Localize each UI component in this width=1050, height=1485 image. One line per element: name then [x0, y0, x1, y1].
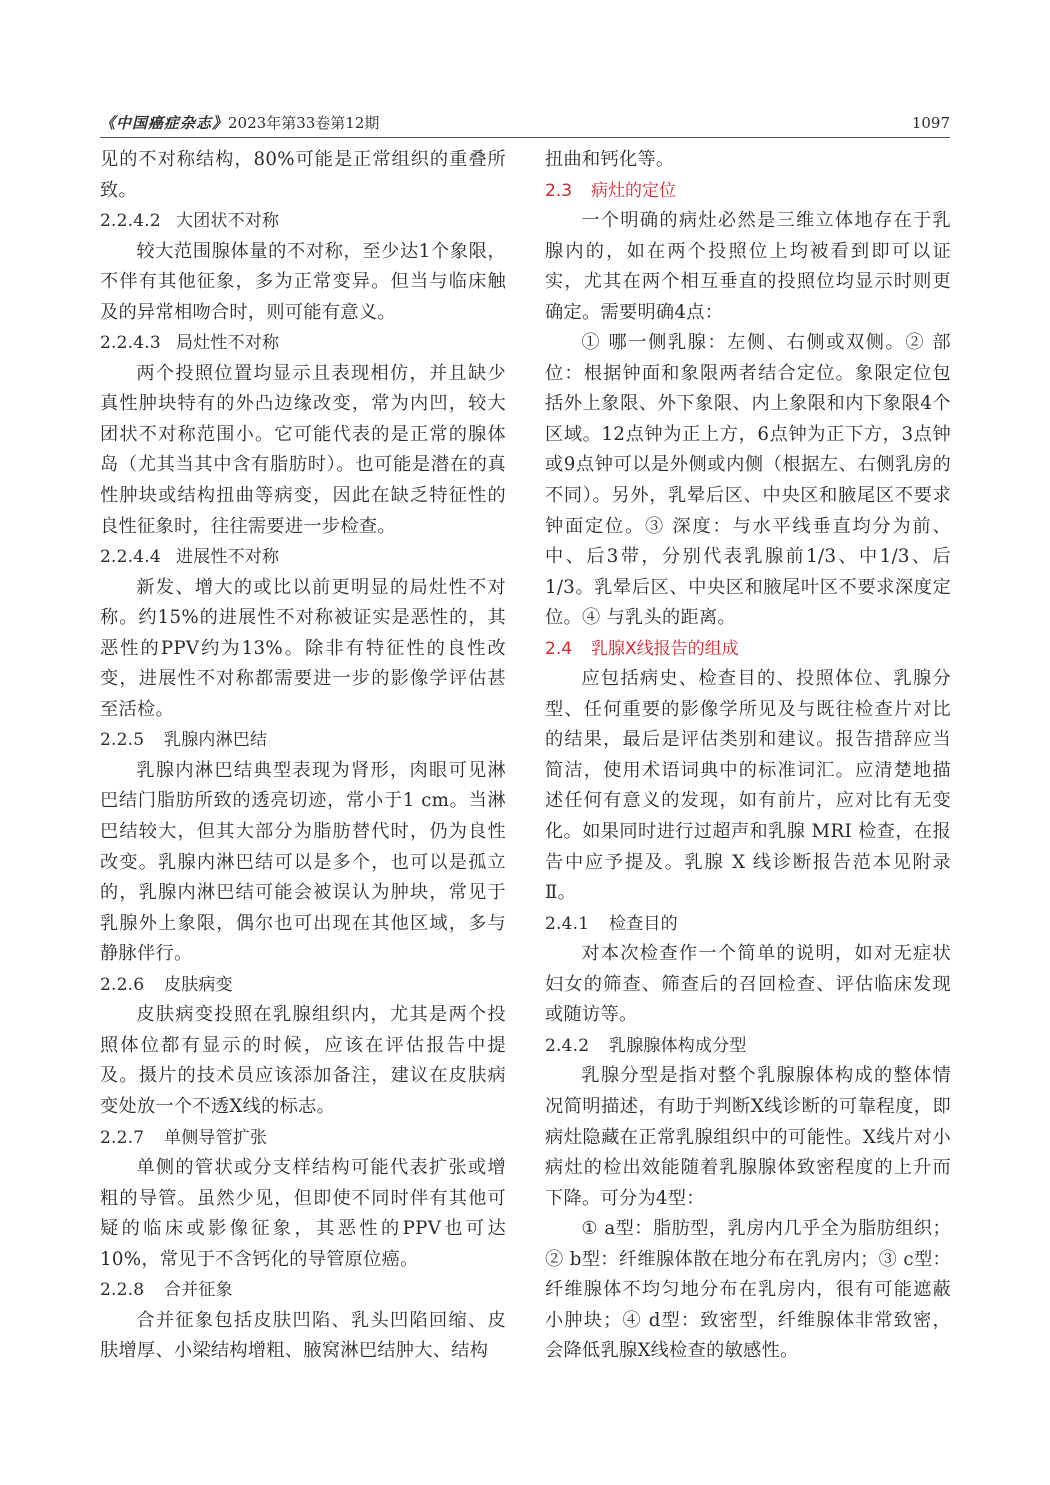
section-heading-2-2-8 — [100, 1275, 506, 1306]
left-column — [100, 145, 506, 1367]
section-heading-2-2-5 — [100, 725, 506, 756]
section-number: 2.2.6 — [100, 974, 145, 995]
paragraph: 一个明确的病灶必然是三维立体地存在于乳腺内的，如在两个投照位上均被看到即可以证实，尤其在两个相互垂直的投照位均显示时则更确定。需要明确4点： — [545, 210, 951, 323]
paragraph: ① a型：脂肪型，乳房内几乎全为脂肪组织；② b型：纤维腺体散在地分布在乳房内；③ c型：纤维腺体不均匀地分布在乳房内，很有可能遮蔽小肿块；④ d型：致密型，纤维腺体非常致密，会降低乳腺X线检查的敏感性。 — [545, 1218, 951, 1362]
section-number: 2.2.7 — [100, 1127, 145, 1148]
section-heading-2-2-4-3 — [100, 328, 506, 359]
section-heading-2-4-2 — [545, 1031, 951, 1062]
page-number: 1097 — [911, 114, 950, 132]
paragraph: 合并征象包括皮肤凹陷、乳头凹陷回缩、皮肤增厚、小梁结构增粗、腋窝淋巴结肿大、结构 — [100, 1309, 506, 1362]
section-heading-2-4 — [545, 634, 951, 665]
section-title: 大团状不对称 — [176, 211, 280, 232]
section-title: 乳腺腺体构成分型 — [609, 1035, 747, 1056]
paragraph: 对本次检查作一个简单的说明，如对无症状妇女的筛查、筛查后的召回检查、评估临床发现或随访等。 — [545, 943, 951, 1026]
section-heading-2-2-4-2 — [100, 206, 506, 237]
section-number: 2.4 — [545, 638, 573, 659]
paragraph: 新发、增大的或比以前更明显的局灶性不对称。约15%的进展性不对称被证实是恶性的，其恶性的PPV约为13%。除非有特征性的良性改变，进展性不对称都需要进一步的影像学评估甚至活检。 — [100, 576, 506, 720]
section-number: 2.2.4.3 — [100, 333, 161, 354]
section-title: 进展性不对称 — [176, 547, 280, 568]
paragraph: 应包括病史、检查目的、投照体位、乳腺分型、任何重要的影像学所见及与既往检查片对比的结果，最后是评估类别和建议。报告措辞应当简洁，使用术语词典中的标准词汇。应清楚地描述任何有意义的发现，如有前片，应对比有无变化。如果同时进行过超声和乳腺 MRI 检查，在报告中应予提及。乳腺 X 线诊断报告范本见附录Ⅱ。 — [545, 668, 951, 904]
right-column — [545, 145, 951, 1367]
section-heading-2-2-7 — [100, 1123, 506, 1154]
section-title: 单侧导管扩张 — [164, 1127, 268, 1148]
section-number: 2.2.4.4 — [100, 547, 161, 568]
section-number: 2.2.4.2 — [100, 211, 161, 232]
paragraph: 见的不对称结构，80%可能是正常组织的重叠所致。 — [100, 149, 506, 201]
section-number: 2.2.8 — [100, 1280, 145, 1301]
section-title: 皮肤病变 — [164, 974, 233, 995]
paragraph: 单侧的管状或分支样结构可能代表扩张或增粗的导管。虽然少见，但即使不同时伴有其他可疑的临床或影像征象，其恶性的PPV也可达10%，常见于不含钙化的导管原位癌。 — [100, 1157, 506, 1270]
paragraph: 较大范围腺体量的不对称，至少达1个象限，不伴有其他征象，多为正常变异。但当与临床触及的异常相吻合时，则可能有意义。 — [100, 240, 506, 323]
section-title: 检查目的 — [609, 913, 678, 934]
section-number: 2.2.5 — [100, 730, 145, 751]
section-title: 局灶性不对称 — [176, 333, 280, 354]
section-heading-2-2-6 — [100, 970, 506, 1001]
section-number: 2.4.1 — [545, 913, 590, 934]
paragraph: 乳腺分型是指对整个乳腺腺体构成的整体情况简明描述，有助于判断X线诊断的可靠程度，即病灶隐藏在正常乳腺组织中的可能性。X线片对小病灶的检出效能随着乳腺腺体致密程度的上升而下降。可分为4型： — [545, 1065, 951, 1209]
section-heading-2-2-4-4 — [100, 542, 506, 573]
paragraph: ① 哪一侧乳腺：左侧、右侧或双侧。② 部位：根据钟面和象限两者结合定位。象限定位包括外上象限、外下象限、内上象限和内下象限4个区域。12点钟为正上方，6点钟为正下方，3点钟或9点钟可以是外侧或内侧（根据左、右侧乳房的不同）。另外，乳晕后区、中央区和腋尾区不要求钟面定位。③ 深度：与水平线垂直均分为前、中、后3带，分别代表乳腺前1/3、中1/3、后1/3。乳晕后区、中央区和腋尾叶区不要求深度定位。④ 与乳头的距离。 — [545, 332, 951, 629]
section-number: 2.4.2 — [545, 1035, 590, 1056]
journal-issue: 2023年第33卷第12期 — [228, 114, 380, 132]
section-title: 乳腺X线报告的组成 — [591, 638, 739, 659]
section-heading-2-3 — [545, 176, 951, 207]
running-header — [100, 113, 950, 138]
section-title: 合并征象 — [164, 1280, 233, 1301]
section-heading-2-4-1 — [545, 909, 951, 940]
journal-citation — [100, 113, 379, 133]
paragraph: 两个投照位置均显示且表现相仿，并且缺少真性肿块特有的外凸边缘改变，常为内凹，较大团状不对称范围小。它可能代表的是正常的腺体岛（尤其当其中含有脂肪时）。也可能是潜在的真性肿块或结构扭曲等病变，因此在缺乏特征性的良性征象时，往往需要进一步检查。 — [100, 362, 506, 537]
section-title: 病灶的定位 — [591, 180, 676, 201]
section-number: 2.3 — [545, 180, 573, 201]
section-title: 乳腺内淋巴结 — [164, 730, 268, 751]
paragraph: 扭曲和钙化等。 — [545, 149, 675, 170]
paragraph: 皮肤病变投照在乳腺组织内，尤其是两个投照体位都有显示的时候，应该在评估报告中提及。摄片的技术员应该添加备注，建议在皮肤病变处放一个不透X线的标志。 — [100, 1004, 506, 1117]
paragraph: 乳腺内淋巴结典型表现为肾形，肉眼可见淋巴结门脂肪所致的透亮切迹，常小于1 cm。当淋巴结较大，但其大部分为脂肪替代时，仍为良性改变。乳腺内淋巴结可以是多个，也可以是孤立的，乳腺内淋巴结可能会被误认为肿块，常见于乳腺外上象限，偶尔也可出现在其他区域，多与静脉伴行。 — [100, 759, 506, 965]
journal-name: 《中国癌症杂志》 — [100, 114, 229, 132]
